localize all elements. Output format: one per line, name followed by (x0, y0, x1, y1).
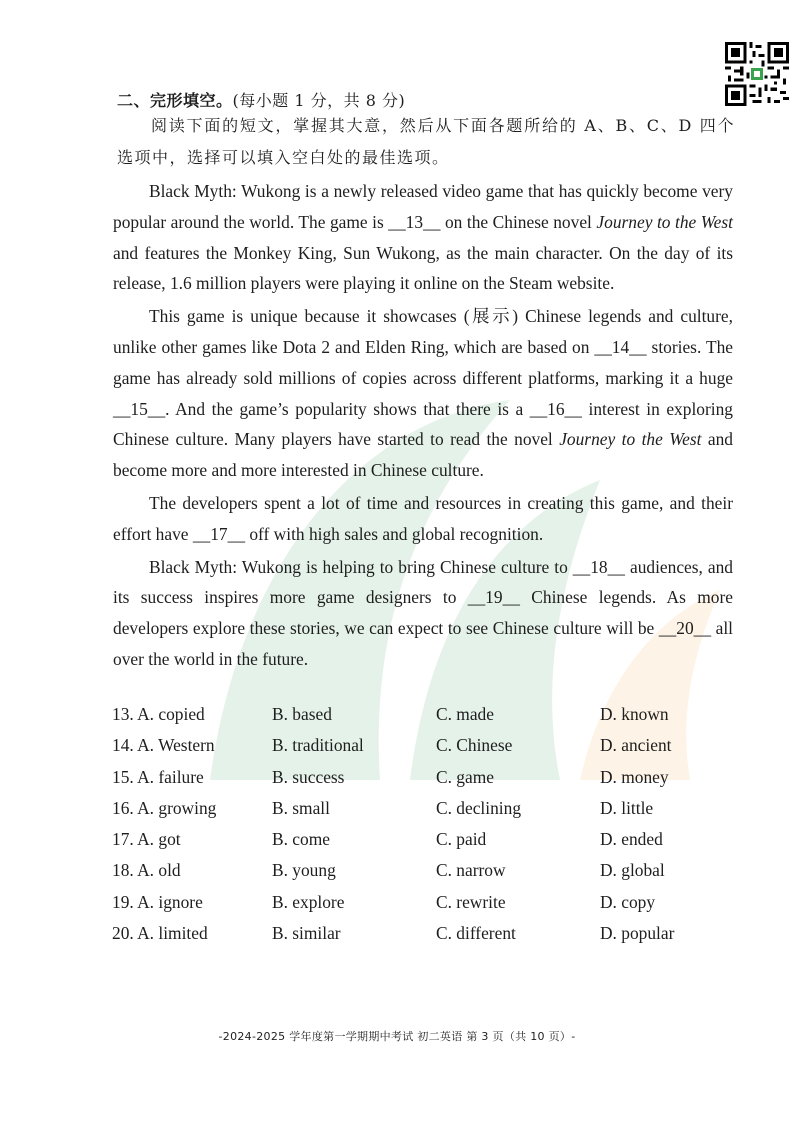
cloze-passage (113, 176, 733, 675)
option-d: D. global (600, 860, 665, 881)
blank-13: __13__ (388, 211, 441, 232)
question-15 (112, 767, 752, 798)
option-d: D. ended (600, 829, 663, 850)
section-score-note: (每小题 1 分，共 8 分) (232, 91, 406, 110)
option-a: 18. A. old (112, 860, 181, 881)
section-instruction: 阅读下面的短文，掌握其大意，然后从下面各题所给的 A、B、C、D 四个选项中，选择可以填入空白处的最佳选项。 (117, 116, 735, 167)
question-13 (112, 704, 752, 735)
option-b: B. young (272, 860, 336, 881)
option-c: C. rewrite (436, 891, 506, 912)
blank-17: __17__ (192, 523, 246, 544)
passage-paragraph-1: Black Myth: Wukong is a newly released video game that has quickly become very popular around the world. The game is __13__ on the Chinese novel Journey to the West and features the Monkey King, Sun Wukong, as the main character. On the day of its release, 1.6 million players were playing it online on the Steam website. (113, 181, 733, 294)
question-17 (112, 829, 752, 860)
question-16 (112, 798, 752, 829)
option-d: D. popular (600, 923, 675, 944)
option-c: C. declining (436, 797, 522, 818)
option-b: B. success (272, 766, 345, 787)
blank-20: __20__ (658, 618, 712, 639)
novel-title: Journey to the West (559, 429, 702, 450)
option-c: C. different (436, 923, 516, 944)
option-c: C. Chinese (436, 735, 513, 756)
option-b: B. explore (272, 891, 345, 912)
blank-18: __18__ (572, 556, 625, 577)
option-b: B. similar (272, 923, 341, 944)
option-d: D. money (600, 766, 669, 787)
blank-15: __15__ (113, 398, 166, 419)
option-b: B. traditional (272, 735, 364, 756)
option-a: 14. A. Western (112, 735, 215, 756)
option-a: 15. A. failure (112, 766, 204, 787)
option-c: C. game (436, 766, 494, 787)
option-a: 17. A. got (112, 829, 181, 850)
option-a: 16. A. growing (112, 797, 217, 818)
answer-options (112, 704, 752, 954)
option-a: 20. A. limited (112, 923, 208, 944)
option-a: 19. A. ignore (112, 891, 203, 912)
option-b: B. come (272, 829, 330, 850)
option-c: C. made (436, 704, 494, 724)
option-a: 13. A. copied (112, 704, 205, 724)
passage-paragraph-2: This game is unique because it showcases (展示) Chinese legends and culture, unlike other games like Dota 2 and Elden Ring, which are based on __14__ stories. The game has already sold millions of copies across different platforms, marking it a huge __15__. And the game’s popularity shows that there is a __16__ interest in exploring Chinese culture. Many players have started to read the novel Journey to the West and become more and more interested in Chinese culture. (113, 306, 733, 481)
option-d: D. copy (600, 891, 656, 912)
novel-title: Journey to the West (596, 211, 733, 232)
option-d: D. ancient (600, 735, 672, 756)
section-heading (117, 88, 405, 111)
option-d: D. little (600, 797, 654, 818)
blank-19: __19__ (467, 587, 520, 608)
qr-code-icon (725, 42, 789, 106)
option-d: D. known (600, 704, 669, 724)
question-19 (112, 892, 752, 923)
question-20 (112, 923, 752, 954)
question-18 (112, 860, 752, 891)
question-14 (112, 735, 752, 766)
passage-paragraph-3: The developers spent a lot of time and resources in creating this game, and their effort have __17__ off with high sales and global recognition. (113, 492, 733, 544)
passage-paragraph-4: Black Myth: Wukong is helping to bring Chinese culture to __18__ audiences, and its success inspires more game designers to __19__ Chinese legends. As more developers explore these stories, we can expect to see Chinese culture will be __20__ all over the world in the future. (113, 556, 733, 669)
option-b: B. small (272, 797, 330, 818)
option-c: C. narrow (436, 860, 506, 881)
page-footer: -2024-2025 学年度第一学期期中考试 初二英语 第 3 页（共 10 页）- (218, 1030, 576, 1043)
blank-16: __16__ (529, 398, 582, 419)
blank-14: __14__ (594, 336, 647, 357)
option-b: B. based (272, 704, 332, 724)
section-title: 二、完形填空。 (117, 91, 233, 110)
option-c: C. paid (436, 829, 487, 850)
